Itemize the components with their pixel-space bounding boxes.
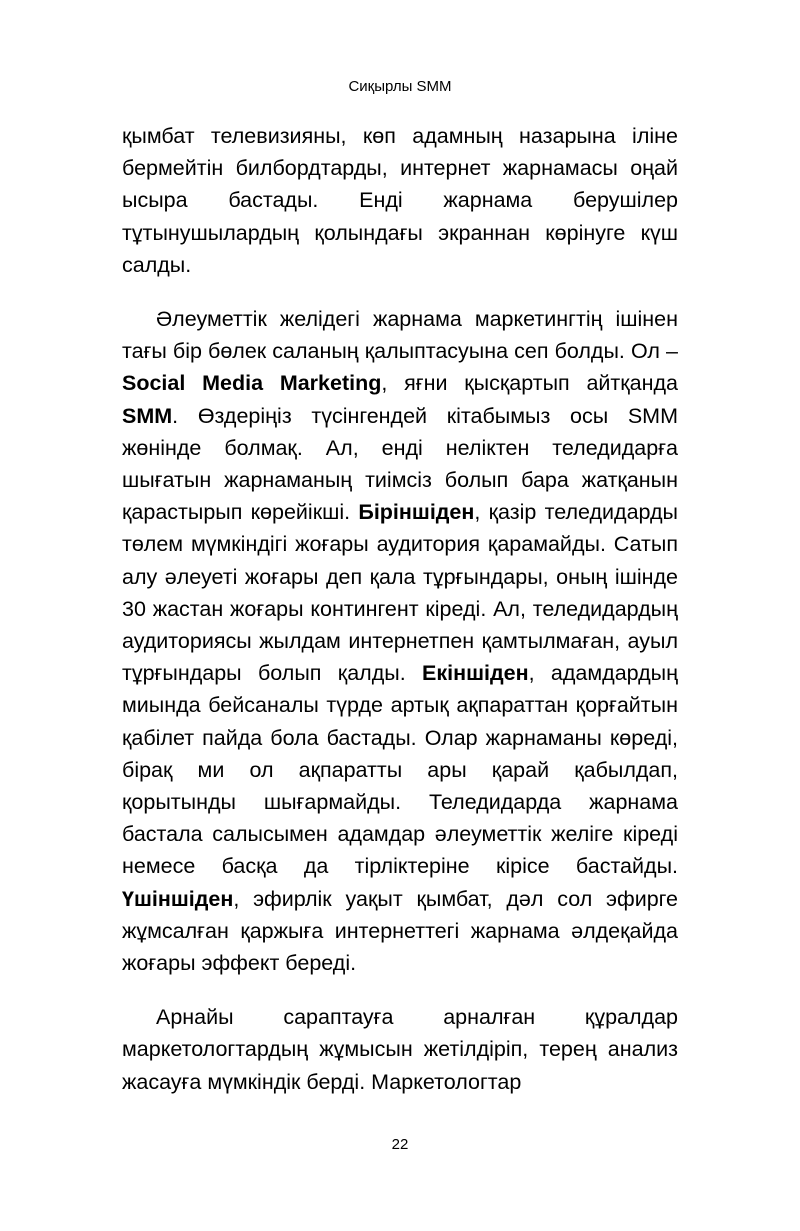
paragraph-2-text: . Өздеріңіз түсінгендей кітабымыз осы SMM жөнінде болмақ. Ал, енді неліктен теледидарға шығатын жарнаманың тиімсіз болып бара жатқанын қарастырып көрейікші. — [122, 403, 678, 525]
paragraph-2-text: , эфирлік уақыт қымбат, дәл сол эфирге жұмсалған қаржыға интернеттегі жарнама әлдеқайда жоғары эффект береді. — [122, 886, 678, 976]
paragraph-2-text: Әлеуметтік желідегі жарнама маркетингтің ішінен тағы бір бөлек саланың қалыптасуына сеп болды. Ол – — [122, 307, 678, 364]
paragraph-2-text: , яғни қысқартып айтқанда — [381, 371, 678, 396]
body-text — [122, 120, 678, 1120]
term-third: Үшіншіден — [122, 886, 234, 911]
paragraph-3-text: Арнайы сараптауға арналған құралдар маркетологтардың жұмысын жетілдіріп, терең анализ жасауға мүмкіндік берді. Маркетологтар — [122, 1005, 678, 1094]
term-second: Екіншіден — [422, 661, 529, 686]
running-header: Сиқырлы SMM — [348, 78, 452, 95]
paragraph-2-text: , қазір теледидарды төлем мүмкіндігі жоғары аудитория қарамайды. Сатып алу әлеуеті жоғары деп қала тұрғындары, оның ішінде 30 жастан жоғары контингент кіреді. Ал, теледидардың аудиториясы жылдам интернетпен қамтылмаған, ауыл тұрғындары болып қалды. — [122, 500, 678, 686]
term-social-media-marketing: Social Media Marketing — [122, 371, 382, 396]
term-smm: SMM — [122, 403, 173, 428]
paragraph-2-text: , адамдардың миында бейсаналы түрде артық ақпараттан қорғайтын қабілет пайда бола бастады. Олар жарнаманы көреді, бірақ ми ол ақпаратты ары қарай қабылдап, қорытынды шығармайды. Теледидарда жарнама басталa салысымен адамдар әлеуметтік желіге кіреді немесе басқа да тірліктеріне кірісе бастайды. — [122, 661, 678, 879]
paragraph-1 — [122, 120, 678, 281]
page-number: 22 — [391, 1136, 409, 1153]
paragraph-1-text: қымбат телевизияны, көп адамның назарына іліне бермейтін билбордтарды, интернет жарнамасы оңай ысыра бастады. Енді жарнама берушілер тұтынушылардың қолындағы экраннан көрінуге күш салды. — [122, 124, 678, 277]
term-first: Біріншіден — [358, 500, 475, 525]
paragraph-3 — [122, 1001, 678, 1098]
paragraph-2 — [122, 303, 678, 979]
